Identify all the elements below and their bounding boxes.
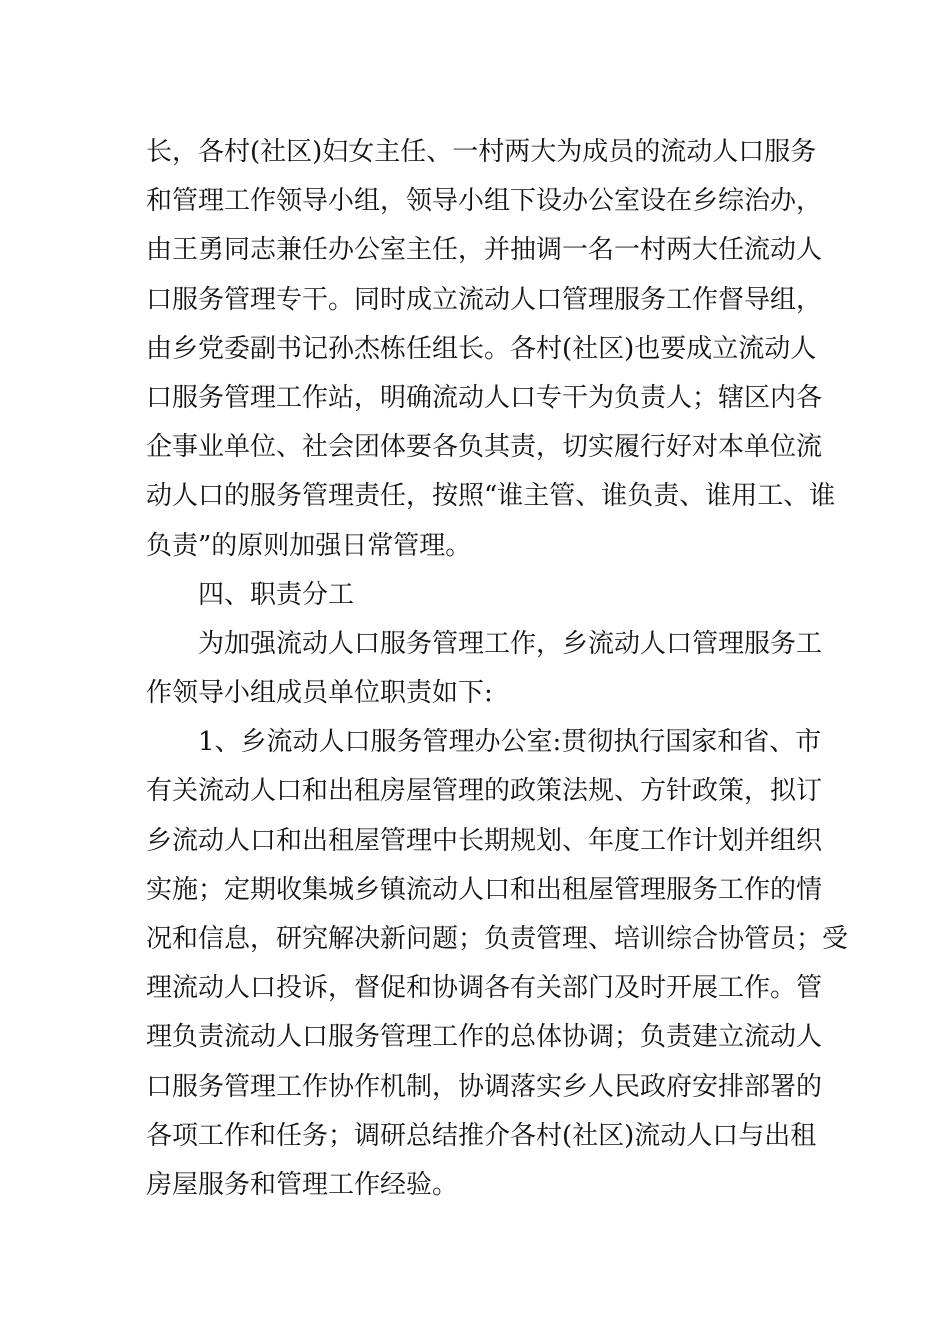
text-line: 1、乡流动人口服务管理办公室:贯彻执行国家和省、市 (198, 727, 822, 758)
text-line: 作领导小组成员单位职责如下: (146, 678, 493, 709)
section-heading: 四、职责分工 (198, 579, 355, 610)
text-line: 由乡党委副书记孙杰栋任组长。各村(社区)也要成立流动人 (146, 333, 817, 364)
text-line: 有关流动人口和出租房屋管理的政策法规、方针政策，拟订 (146, 776, 823, 807)
text-line: 企事业单位、社会团体要各负其责，切实履行好对本单位流 (146, 432, 823, 463)
text-line: 理负责流动人口服务管理工作的总体协调；负责建立流动人 (146, 1022, 823, 1053)
document-body (146, 128, 849, 1210)
text-line: 负责”的原则加强日常管理。 (146, 530, 472, 561)
text-line: 各项工作和任务；调研总结推介各村(社区)流动人口与出租 (146, 1120, 817, 1151)
text-line: 口服务管理工作协作机制，协调落实乡人民政府安排部署的 (146, 1071, 823, 1102)
text-line: 长，各村(社区)妇女主任、一村两大为成员的流动人口服务 (146, 137, 817, 167)
text-line: 实施；定期收集城乡镇流动人口和出租屋管理服务工作的情 (146, 874, 823, 905)
text-line: 口服务管理工作站，明确流动人口专干为负责人；辖区内各 (146, 382, 823, 413)
text-line: 况和信息，研究解决新问题；负责管理、培训综合协管员；受 (146, 924, 849, 954)
text-line: 动人口的服务管理责任，按照“谁主管、谁负责、谁用工、谁 (146, 481, 836, 512)
text-line: 和管理工作领导小组，领导小组下设办公室设在乡综治办， (146, 186, 823, 217)
text-line: 由王勇同志兼任办公室主任，并抽调一名一村两大任流动人 (146, 235, 823, 266)
text-line: 为加强流动人口服务管理工作，乡流动人口管理服务工 (198, 628, 823, 659)
text-line: 乡流动人口和出租屋管理中长期规划、年度工作计划并组织 (146, 825, 823, 856)
text-line: 口服务管理专干。同时成立流动人口管理服务工作督导组， (146, 284, 823, 315)
text-line: 理流动人口投诉，督促和协调各有关部门及时开展工作。管 (146, 973, 823, 1004)
text-line: 房屋服务和管理工作经验。 (146, 1169, 459, 1200)
